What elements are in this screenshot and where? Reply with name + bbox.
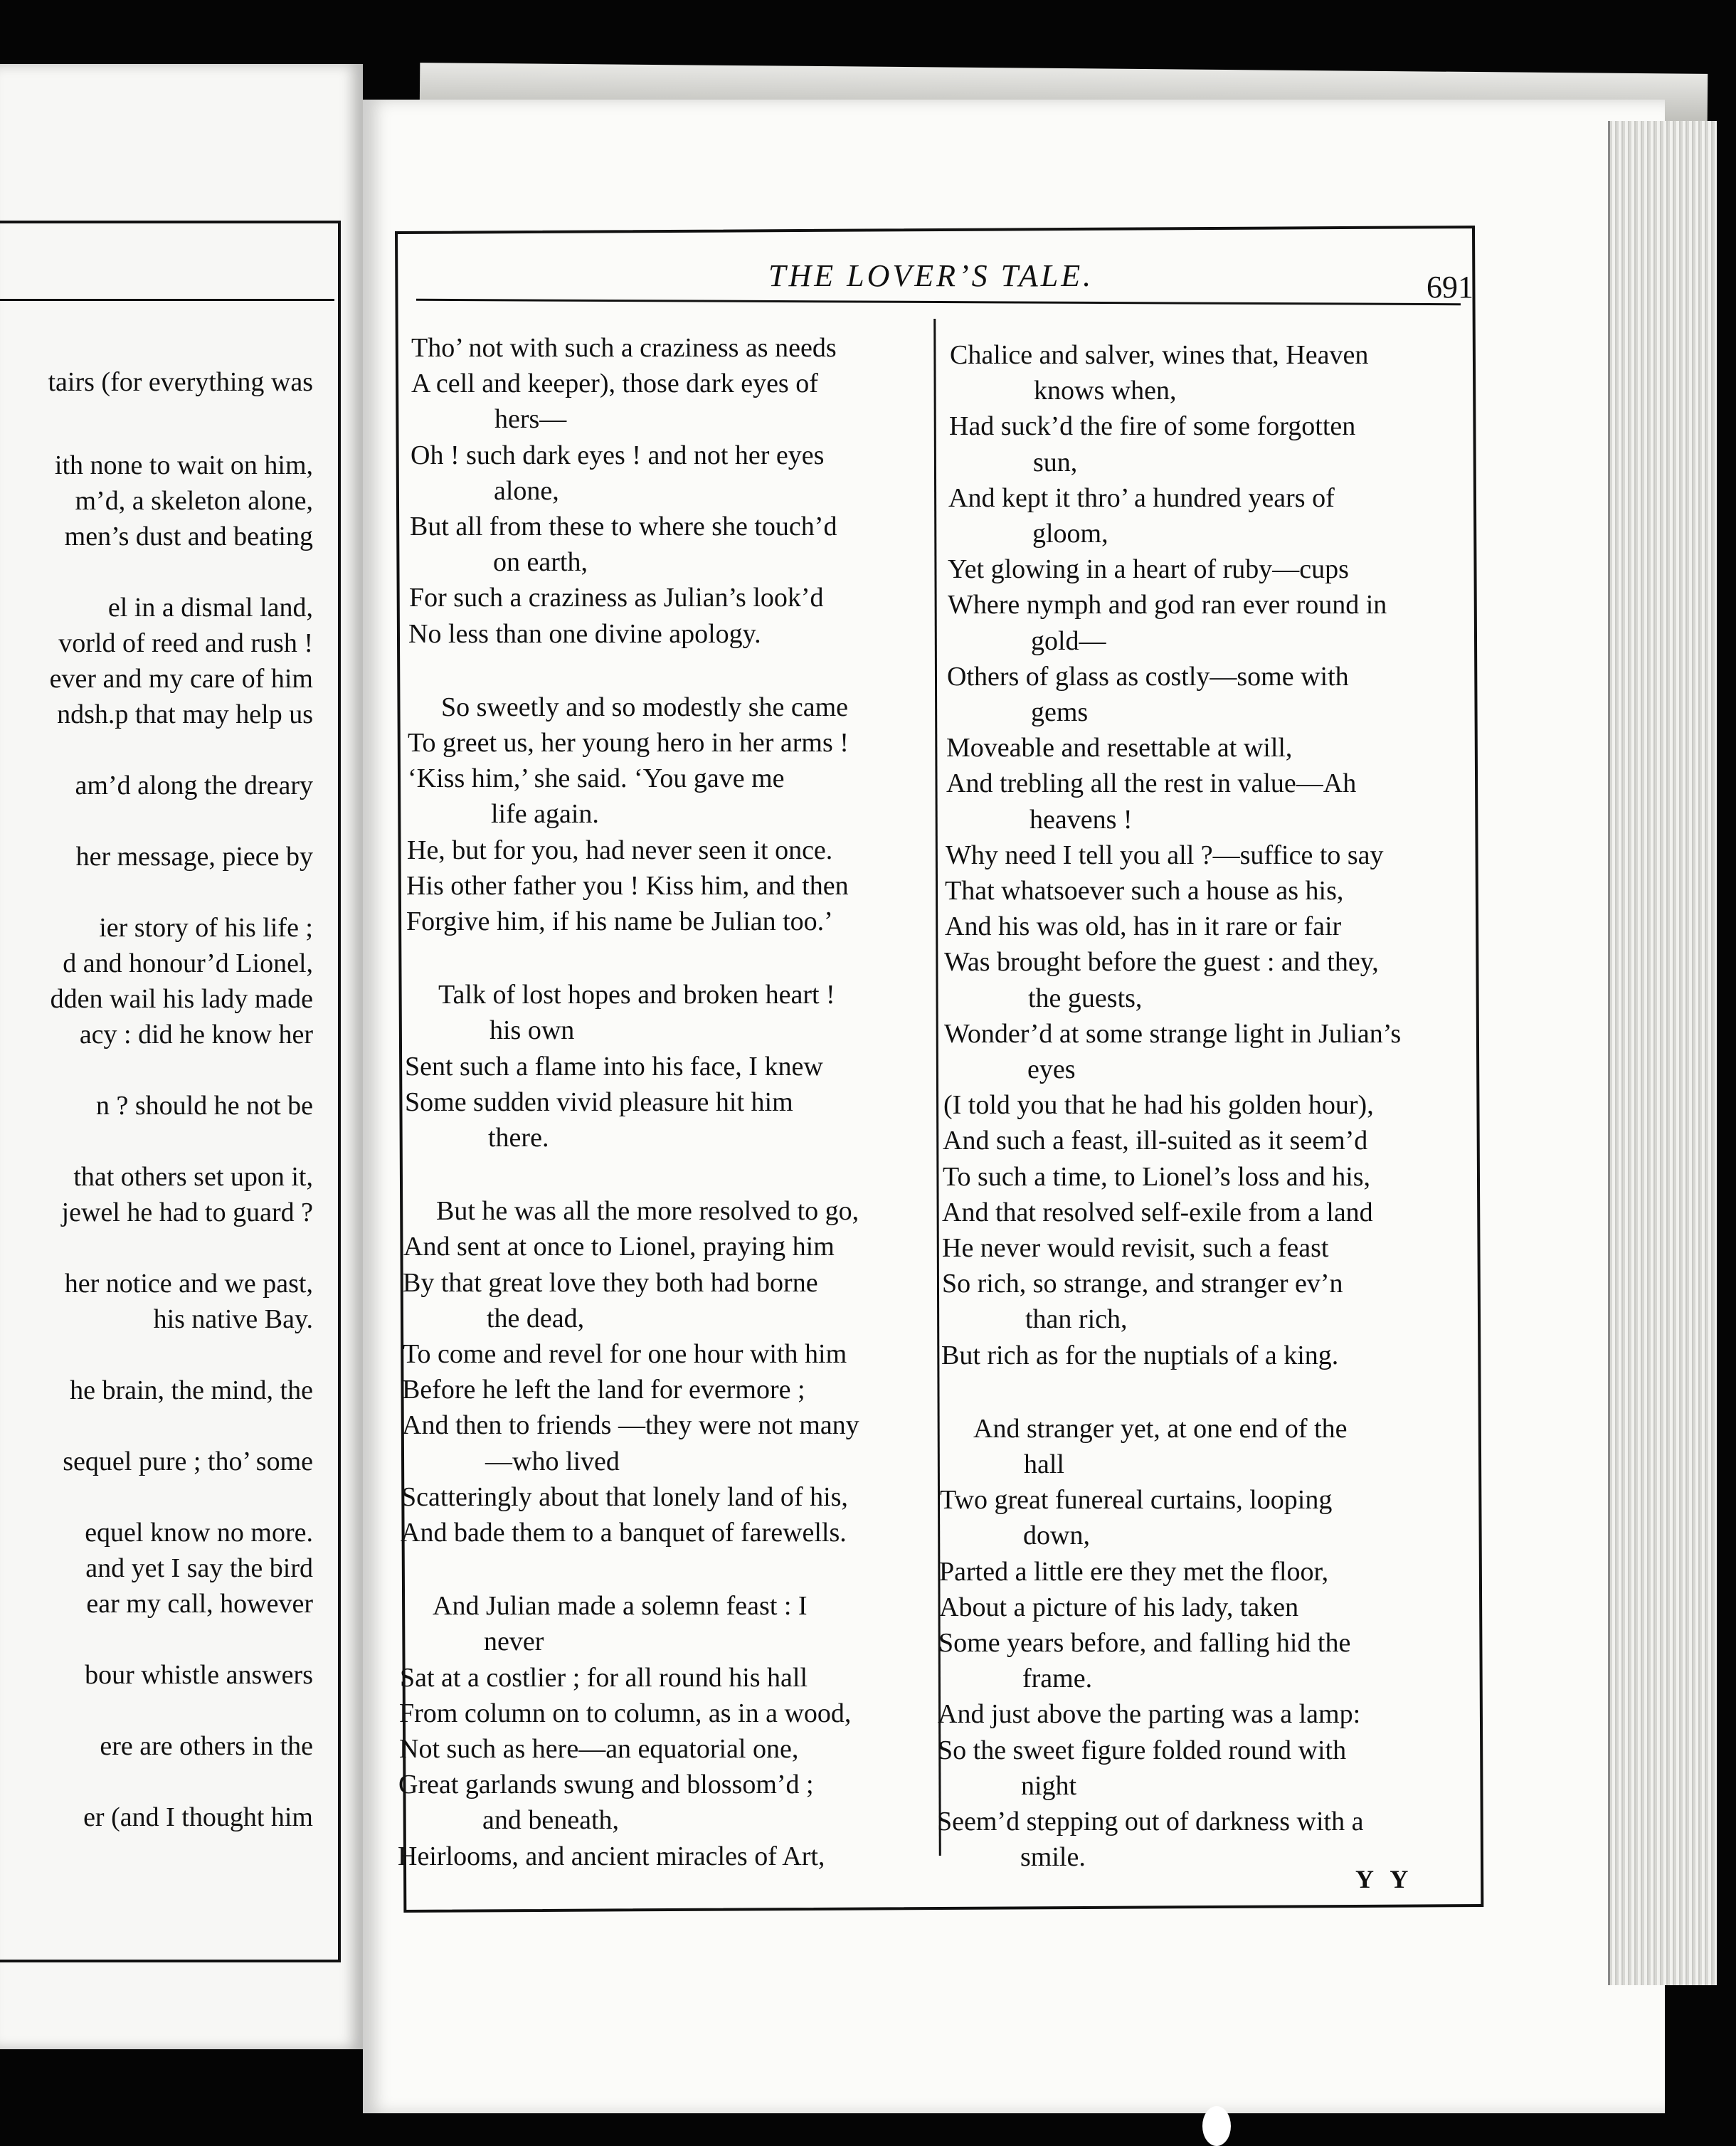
verse-line: To such a time, to Lionel’s loss and his,	[943, 1161, 1371, 1192]
verse-continuation: night	[1021, 1770, 1077, 1801]
verse-line: No less than one divine apology.	[408, 618, 761, 649]
left-page-line: her message, piece by	[75, 842, 313, 872]
verse-line: So rich, so strange, and stranger ev’n	[942, 1269, 1343, 1299]
verse-line: So the sweet figure folded round with	[938, 1735, 1347, 1765]
page-damage-speck	[1202, 2106, 1231, 2146]
verse-line: And that resolved self-exile from a land	[942, 1197, 1373, 1227]
verse-line: That whatsoever such a house as his,	[945, 876, 1344, 906]
verse-line: Before he left the land for evermore ;	[402, 1375, 805, 1405]
verse-line: His other father you ! Kiss him, and then	[406, 870, 849, 901]
left-page-line: ere are others in the	[100, 1731, 313, 1761]
verse-continuation: his own	[489, 1015, 575, 1046]
verse-line: Tho’ not with such a craziness as needs	[411, 333, 837, 363]
left-page-line: he brain, the mind, the	[70, 1375, 313, 1405]
verse-line: Where nymph and god ran ever round in	[948, 590, 1387, 620]
verse-line: And sent at once to Lionel, praying him	[403, 1232, 835, 1262]
verse-line: Had suck’d the fire of some forgotten	[949, 411, 1356, 442]
verse-continuation: gloom,	[1032, 519, 1108, 549]
verse-line: A cell and keeper), those dark eyes of	[411, 369, 818, 399]
verse-continuation: gold—	[1031, 625, 1106, 656]
verse-line: To greet us, her young hero in her arms !	[408, 728, 849, 758]
verse-line: But rich as for the nuptials of a king.	[941, 1340, 1339, 1370]
verse-continuation: sun,	[1033, 447, 1078, 477]
verse-continuation: never	[484, 1627, 544, 1657]
left-page-line: ith none to wait on him,	[54, 450, 313, 480]
verse-line: And trebling all the rest in value—Ah	[946, 768, 1357, 799]
verse-line: Scatteringly about that lonely land of his,	[401, 1481, 848, 1512]
left-page-line: men’s dust and beating	[64, 522, 313, 551]
left-page-line: jewel he had to guard ?	[61, 1198, 313, 1227]
verse-line: Sat at a costlier ; for all round his hall	[400, 1662, 808, 1693]
verse-line: So sweetly and so modestly she came	[441, 692, 849, 722]
verse-continuation: alone,	[494, 475, 559, 506]
verse-line: And his was old, has in it rare or fair	[945, 911, 1342, 942]
verse-line: But he was all the more resolved to go,	[436, 1196, 859, 1227]
verse-line: About a picture of his lady, taken	[939, 1592, 1299, 1622]
left-page-line: am’d along the dreary	[75, 771, 313, 800]
page-stack-edge	[1608, 121, 1717, 1985]
left-page-line: vorld of reed and rush !	[58, 628, 313, 658]
verse-line: Oh ! such dark eyes ! and not her eyes	[411, 440, 825, 470]
left-page-line: her notice and we past,	[64, 1269, 313, 1299]
verse-line: And such a feast, ill-suited as it seem’d	[943, 1126, 1368, 1156]
verse-line: Wonder’d at some strange light in Julian’s	[944, 1018, 1402, 1049]
left-page-line: ndsh.p that may help us	[57, 699, 313, 729]
left-page-line: and yet I say the bird	[85, 1553, 313, 1583]
verse-line: Talk of lost hopes and broken heart !	[438, 980, 835, 1010]
left-page-header-rule	[0, 299, 334, 301]
verse-continuation: on earth,	[493, 547, 588, 578]
verse-continuation: than rich,	[1025, 1304, 1128, 1335]
left-page	[0, 64, 363, 2049]
left-page-line: m’d, a skeleton alone,	[75, 486, 313, 516]
verse-line: Was brought before the guest : and they,	[944, 947, 1379, 978]
verse-line: From column on to column, as in a wood,	[399, 1698, 852, 1728]
verse-line: (I told you that he had his golden hour),	[943, 1090, 1374, 1121]
verse-continuation: hall	[1024, 1449, 1064, 1479]
verse-continuation: smile.	[1020, 1842, 1086, 1873]
verse-line: Forgive him, if his name be Julian too.’	[406, 906, 833, 936]
left-page-line: ier story of his life ;	[99, 913, 313, 943]
left-page-line: that others set upon it,	[73, 1162, 313, 1192]
signature-mark: Y Y	[1355, 1865, 1414, 1893]
verse-continuation: the dead,	[487, 1303, 585, 1333]
verse-line: And kept it thro’ a hundred years of	[948, 482, 1335, 513]
left-page-line: acy : did he know her	[79, 1020, 313, 1050]
left-page-line: ear my call, however	[86, 1589, 313, 1619]
verse-line: Great garlands swung and blossom’d ;	[398, 1770, 814, 1800]
verse-continuation: there.	[488, 1123, 549, 1153]
left-page-line: tairs (for everything was	[48, 367, 313, 397]
verse-line: Seem’d stepping out of darkness with a	[937, 1807, 1364, 1836]
verse-line: He, but for you, had never seen it once.	[407, 835, 833, 865]
verse-continuation: the guests,	[1028, 983, 1143, 1013]
left-page-line: el in a dismal land,	[107, 593, 313, 623]
verse-continuation: hers—	[494, 404, 567, 435]
verse-continuation: frame.	[1022, 1664, 1093, 1694]
verse-line: Moveable and resettable at will,	[946, 733, 1293, 763]
verse-line: Parted a little ere they met the floor,	[939, 1556, 1329, 1587]
verse-continuation: life again.	[491, 799, 599, 830]
left-page-line: n ? should he not be	[95, 1091, 313, 1121]
verse-line: To come and revel for one hour with him	[403, 1339, 847, 1369]
page-number: 691	[1427, 270, 1473, 305]
verse-line: Yet glowing in a heart of ruby—cups	[948, 554, 1349, 585]
verse-line: Some years before, and falling hid the	[938, 1628, 1351, 1658]
verse-line: Two great funereal curtains, looping	[940, 1485, 1333, 1516]
left-page-line: equel know no more.	[85, 1518, 313, 1548]
verse-continuation: gems	[1031, 697, 1089, 727]
verse-line: For such a craziness as Julian’s look’d	[409, 583, 824, 613]
verse-continuation: eyes	[1027, 1054, 1076, 1084]
verse-line: By that great love they both had borne	[403, 1267, 818, 1298]
verse-line: And Julian made a solemn feast : I	[433, 1591, 808, 1622]
verse-line: And stranger yet, at one end of the	[973, 1413, 1348, 1444]
verse-line: Some sudden vivid pleasure hit him	[405, 1087, 793, 1117]
verse-line: ‘Kiss him,’ she said. ‘You gave me	[408, 763, 785, 794]
verse-line: And just above the parting was a lamp:	[938, 1699, 1361, 1730]
verse-line: Chalice and salver, wines that, Heaven	[950, 340, 1369, 370]
left-page-line: bour whistle answers	[85, 1660, 313, 1690]
verse-continuation: and beneath,	[482, 1805, 620, 1836]
verse-line: Not such as here—an equatorial one,	[399, 1734, 799, 1764]
verse-continuation: knows when,	[1034, 376, 1177, 406]
verse-continuation: heavens !	[1030, 804, 1133, 835]
verse-continuation: —who lived	[485, 1446, 620, 1476]
verse-continuation: down,	[1023, 1521, 1090, 1551]
verse-line: Sent such a flame into his face, I knew	[405, 1051, 823, 1082]
left-page-line: his native Bay.	[153, 1304, 313, 1334]
left-page-line: sequel pure ; tho’ some	[63, 1447, 313, 1476]
left-page-line: dden wail his lady made	[50, 984, 313, 1014]
verse-line: Why need I tell you all ?—suffice to say	[946, 840, 1384, 870]
verse-line: Others of glass as costly—some with	[947, 661, 1349, 692]
verse-line: Heirlooms, and ancient miracles of Art,	[398, 1841, 825, 1871]
verse-line: And bade them to a banquet of farewells.	[401, 1518, 847, 1548]
left-page-line: d and honour’d Lionel,	[63, 948, 313, 978]
left-page-line: ever and my care of him	[49, 664, 313, 694]
verse-line: He never would revisit, such a feast	[942, 1233, 1329, 1263]
running-header: THE LOVER’S TALE.	[768, 258, 1094, 293]
verse-line: But all from these to where she touch’d	[410, 512, 837, 541]
left-page-line: er (and I thought him	[83, 1802, 313, 1832]
verse-line: And then to friends —they were not many	[402, 1410, 859, 1441]
